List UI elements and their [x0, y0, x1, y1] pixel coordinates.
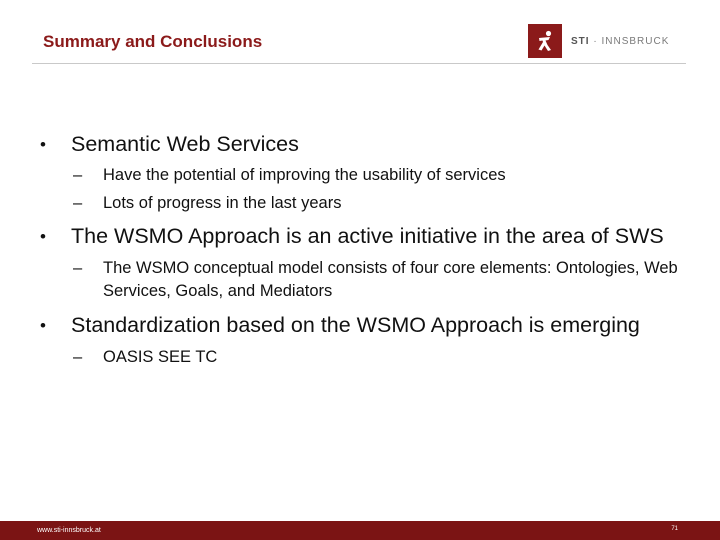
page-number: 71 — [671, 526, 678, 532]
bullet-dot: • — [40, 135, 46, 154]
en-dash: – — [73, 348, 83, 366]
logo-name: INNSBRUCK — [601, 35, 670, 47]
bullet-item — [40, 311, 690, 340]
bullet-item — [40, 222, 690, 251]
bullet-dot: • — [40, 316, 46, 335]
header-rule — [32, 63, 686, 64]
slide-content — [40, 130, 690, 369]
sub-bullet-text: Lots of progress in the last years — [103, 194, 342, 212]
sti-logo — [528, 24, 669, 58]
bullet-item — [40, 130, 690, 159]
logo-separator: · — [593, 35, 598, 47]
en-dash: – — [73, 194, 83, 212]
bullet-text: The WSMO Approach is an active initiative in the area of SWS — [71, 224, 664, 248]
sub-bullet-text: Have the potential of improving the usability of services — [103, 166, 506, 184]
logo-brand: STI — [571, 35, 590, 47]
sub-bullet-text: The WSMO conceptual model consists of four core elements: Ontologies, Web Services, Goals, and Mediators — [103, 259, 678, 300]
logo-wordmark — [571, 36, 669, 47]
footer-url: www.sti-innsbruck.at — [37, 527, 101, 534]
sub-bullet-item — [40, 164, 690, 187]
bullet-dot: • — [40, 227, 46, 246]
footer-bar — [0, 521, 720, 540]
sub-bullet-item — [40, 192, 690, 215]
sub-bullet-item — [40, 257, 690, 303]
en-dash: – — [73, 166, 83, 184]
bullet-text: Semantic Web Services — [71, 132, 299, 156]
sti-figure-icon — [528, 24, 562, 58]
en-dash: – — [73, 259, 83, 277]
sub-bullet-item — [40, 346, 690, 369]
sub-bullet-text: OASIS SEE TC — [103, 348, 218, 366]
page-title: Summary and Conclusions — [43, 32, 263, 51]
bullet-text: Standardization based on the WSMO Approach is emerging — [71, 313, 640, 337]
